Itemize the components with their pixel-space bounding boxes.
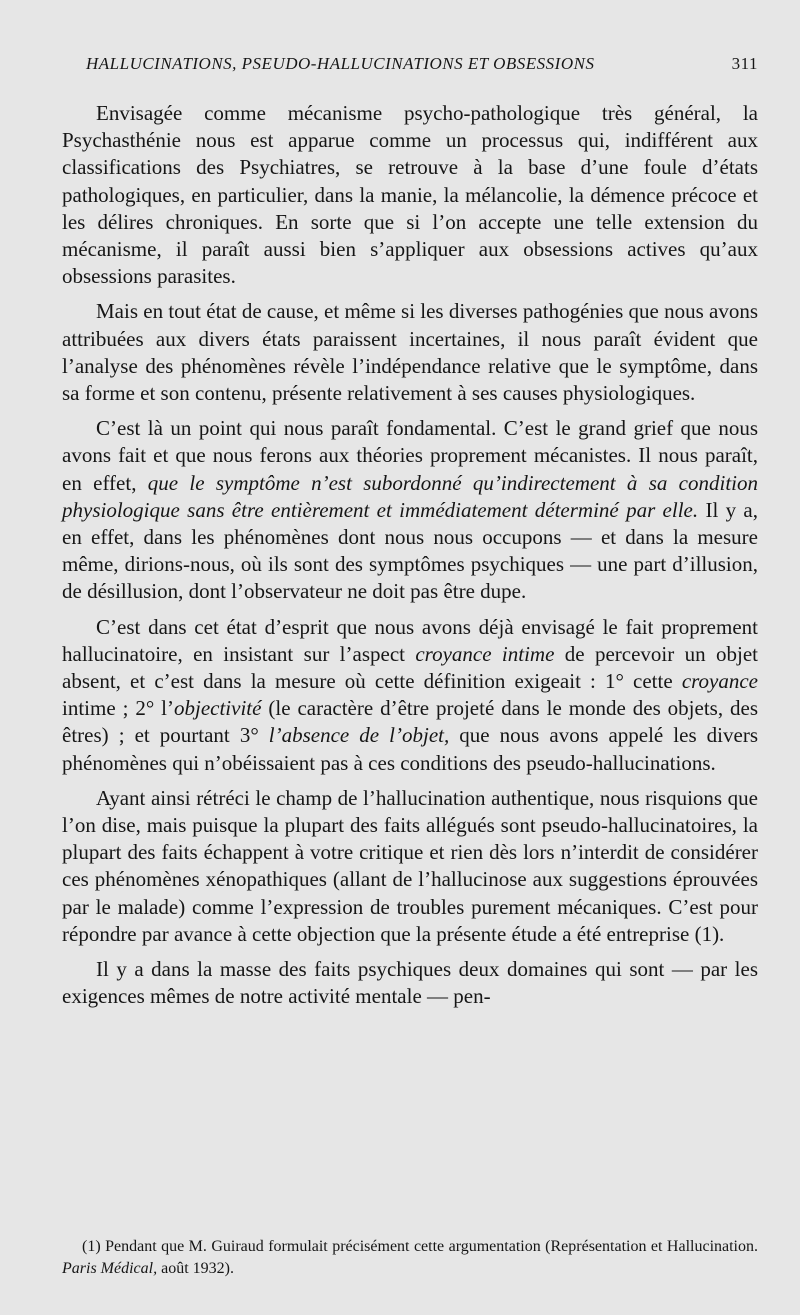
paragraph-4-t1: C’est dans cet état d’esprit que nous avons déjà envisagé le fait proprement hallucinatoire, en insistant sur l’aspect [62,614,758,666]
paragraph-4-t2: de percevoir un objet absent, et c’est dans la mesure où cette définition exigeait : 1° cette [62,641,758,694]
footnote-italic: Paris Médical, [62,1260,158,1277]
paragraph-3-italic: que le symptôme n’est subordonné qu’indirectement à sa condition physiologique sans être entièrement et immédiatement déterminé par elle. [62,470,758,522]
footnote-marker: (1) [82,1238,101,1255]
running-head [86,54,758,74]
paragraph-4-i1: croyance intime [415,641,555,666]
paragraph-4 [62,614,758,777]
paragraph-5: Ayant ainsi rétréci le champ de l’hallucination authentique, nous risquions que l’on dise, mais puisque la plupart des faits allégués sont pseudo-hallucinatoires, la plupart des faits échappent à votre critique et rien dès lors n’interdit de considérer ces phénomènes xénopathiques (allant de l’hallucinose aux suggestions éprouvées par le malade) comme l’expression de troubles purement mécaniques. C’est pour répondre par avance à cette objection que la présente étude a été entreprise (1). [62,785,758,946]
paragraph-4-t3: intime ; 2° l’ [62,696,174,721]
footnote [62,1236,758,1280]
footnote-text [62,1236,758,1280]
paragraph-2: Mais en tout état de cause, et même si les diverses pathogénies que nous avons attribuées aux divers états paraissent incertaines, il nous paraît évident que l’analyse des phénomènes révèle l’indépendance relative que le symptôme, dans sa forme et son contenu, présente relativement à ses causes physiologiques. [62,299,758,406]
footnote-text-b: août 1932). [157,1260,234,1277]
paragraph-4-i2: croyance [681,669,758,694]
paragraph-3 [62,415,758,605]
paragraph-4-i4: l’absence de l’objet, [268,723,450,748]
paragraph-1: Envisagée comme mécanisme psycho-pathologique très général, la Psychasthénie nous est apparue comme un processus qui, indifférent aux classifications des Psychiatres, se retrouve à la base d’une foule d’états pathologiques, en particulier, dans la manie, la mélancolie, la démence précoce et les délires chroniques. En sorte que si l’on accepte une telle extension du mécanisme, il paraît aussi bien s’appliquer aux obsessions actives qu’aux obsessions parasites. [62,101,758,289]
paragraph-3-text-b: Il y a, en effet, dans les phénomènes dont nous nous occupons — et dans la mesure même, dirions-nous, où ils sont des symptômes psychiques — une part d’illusion, de désillusion, dont l’observateur ne doit pas être dupe. [62,497,758,604]
paragraph-6: Il y a dans la masse des faits psychiques deux domaines qui sont — par les exigences mêmes de notre activité mentale — pen- [62,957,758,1009]
body-text [62,100,758,1011]
paragraph-3-text-a: C’est là un point qui nous paraît fondamental. C’est le grand grief que nous avons fait et que nous ferons aux théories proprement mécanistes. Il nous paraît, en effet, [62,416,758,495]
footnote-text-a: Pendant que M. Guiraud formulait précisément cette argumentation (Représentation et Hallucination. [100,1238,758,1255]
running-title: HALLUCINATIONS, PSEUDO-HALLUCINATIONS ET OBSESSIONS [86,54,595,73]
paragraph-4-t4: (le caractère d’être projeté dans le monde des objets, des êtres) ; et pourtant 3° [62,696,758,748]
page-number: 311 [731,54,758,73]
paragraph-4-t5: que nous avons appelé les divers phénomènes qui n’obéissaient pas à ces conditions des pseudo-hallucinations. [62,723,758,775]
paragraph-4-i3: objectivité [173,696,262,721]
